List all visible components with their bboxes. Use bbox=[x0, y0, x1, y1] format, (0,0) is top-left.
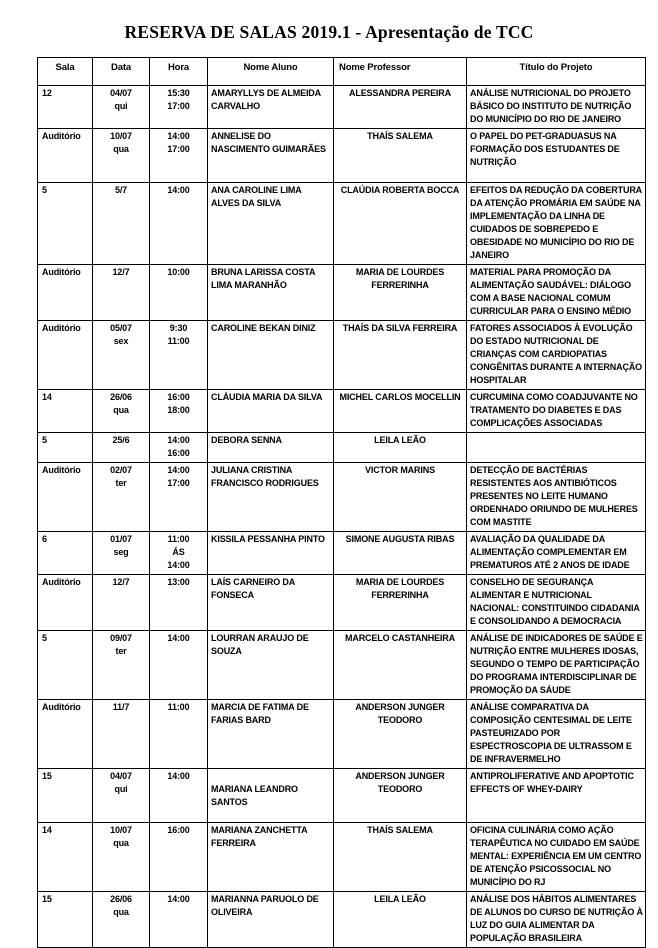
cell-nome-aluno: MARCIA DE FATIMA DE FARIAS BARD bbox=[208, 700, 334, 769]
cell-nome-aluno: ANNELISE DO NASCIMENTO GUIMARÃES bbox=[208, 129, 334, 183]
cell-sala: Auditório bbox=[38, 265, 93, 321]
table-row bbox=[38, 183, 646, 265]
cell-data: 12/7 bbox=[93, 265, 150, 321]
cell-hora: 15:30 17:00 bbox=[150, 86, 208, 129]
cell-data: 10/07 qua bbox=[93, 823, 150, 892]
table-row bbox=[38, 892, 646, 948]
table-row bbox=[38, 631, 646, 700]
table-row bbox=[38, 433, 646, 463]
cell-nome-professor: SIMONE AUGUSTA RIBAS bbox=[334, 532, 467, 575]
table-row bbox=[38, 769, 646, 823]
cell-titulo-projeto: AVALIAÇÃO DA QUALIDADE DA ALIMENTAÇÃO COMPLEMENTAR EM PREMATUROS ATÉ 2 ANOS DE IDADE bbox=[467, 532, 646, 575]
cell-titulo-projeto: DETECÇÃO DE BACTÉRIAS RESISTENTES AOS ANTIBIÓTICOS PRESENTES NO LEITE HUMANO ORDENHADO ORIUNDO DE MULHERES COM MASTITE bbox=[467, 463, 646, 532]
cell-nome-aluno: KISSILA PESSANHA PINTO bbox=[208, 532, 334, 575]
cell-hora: 14:00 bbox=[150, 631, 208, 700]
cell-sala: Auditório bbox=[38, 700, 93, 769]
cell-nome-professor: MARCELO CASTANHEIRA bbox=[334, 631, 467, 700]
cell-titulo-projeto: ANÁLISE NUTRICIONAL DO PROJETO BÁSICO DO INSTITUTO DE NUTRIÇÃO DO MUNICÍPIO DO RIO DE JANEIRO bbox=[467, 86, 646, 129]
cell-titulo-projeto: ANÁLISE COMPARATIVA DA COMPOSIÇÃO CENTESIMAL DE LEITE PASTEURIZADO POR ESPECTROSCOPIA DE ULTRASSOM E DE INFRAVERMELHO bbox=[467, 700, 646, 769]
cell-nome-aluno: MARIANA ZANCHETTA FERREIRA bbox=[208, 823, 334, 892]
cell-sala: 12 bbox=[38, 86, 93, 129]
cell-nome-professor: LEILA LEÃO bbox=[334, 892, 467, 948]
page-title: RESERVA DE SALAS 2019.1 - Apresentação de TCC bbox=[124, 22, 534, 42]
cell-data: 01/07 seg bbox=[93, 532, 150, 575]
table-header bbox=[38, 58, 646, 86]
cell-titulo-projeto: CURCUMINA COMO COADJUVANTE NO TRATAMENTO DO DIABETES E DAS COMPLICAÇÕES ASSOCIADAS bbox=[467, 390, 646, 433]
table-row bbox=[38, 86, 646, 129]
cell-hora: 14:00 17:00 bbox=[150, 129, 208, 183]
cell-nome-professor: THAÍS DA SILVA FERREIRA bbox=[334, 321, 467, 390]
cell-data: 5/7 bbox=[93, 183, 150, 265]
cell-data: 26/06 qua bbox=[93, 390, 150, 433]
cell-hora: 10:00 bbox=[150, 265, 208, 321]
cell-hora: 14:00 bbox=[150, 183, 208, 265]
cell-sala: Auditório bbox=[38, 321, 93, 390]
cell-sala: 5 bbox=[38, 183, 93, 265]
cell-data: 26/06 qua bbox=[93, 892, 150, 948]
cell-hora: 9:30 11:00 bbox=[150, 321, 208, 390]
reservations-body bbox=[38, 86, 646, 948]
cell-titulo-projeto: ANÁLISE DOS HÁBITOS ALIMENTARES DE ALUNOS DO CURSO DE NUTRIÇÃO À LUZ DO GUIA ALIMENTAR DA POPULAÇÃO BRASILEIRA bbox=[467, 892, 646, 948]
header-nome-professor: Nome Professor bbox=[334, 58, 467, 86]
cell-titulo-projeto bbox=[467, 433, 646, 463]
table-row bbox=[38, 390, 646, 433]
cell-nome-aluno: JULIANA CRISTINA FRANCISCO RODRIGUES bbox=[208, 463, 334, 532]
room-reservation-table bbox=[37, 57, 646, 948]
cell-hora: 14:00 bbox=[150, 892, 208, 948]
cell-nome-aluno: DEBORA SENNA bbox=[208, 433, 334, 463]
table-row bbox=[38, 823, 646, 892]
cell-sala: 15 bbox=[38, 769, 93, 823]
cell-hora: 14:00 bbox=[150, 769, 208, 823]
cell-nome-aluno: MARIANA LEANDRO SANTOS bbox=[208, 769, 334, 823]
header-nome-aluno: Nome Aluno bbox=[208, 58, 334, 86]
cell-sala: 14 bbox=[38, 823, 93, 892]
table-row bbox=[38, 321, 646, 390]
cell-sala: 14 bbox=[38, 390, 93, 433]
cell-nome-professor: ANDERSON JUNGER TEODORO bbox=[334, 700, 467, 769]
cell-titulo-projeto: ANÁLISE DE INDICADORES DE SAÚDE E NUTRIÇÃO ENTRE MULHERES IDOSAS, SEGUNDO O TEMPO DE PARTICIPAÇÃO DO PROGRAMA INTERDISCIPLINAR DE PROMOÇÃO DA SÁUDE bbox=[467, 631, 646, 700]
cell-titulo-projeto: FATORES ASSOCIADOS À EVOLUÇÃO DO ESTADO NUTRICIONAL DE CRIANÇAS COM CARDIOPATIAS CONGÊNITAS DURANTE A INTERNAÇÃO HOSPITALAR bbox=[467, 321, 646, 390]
cell-titulo-projeto: CONSELHO DE SEGURANÇA ALIMENTAR E NUTRICIONAL NACIONAL: CONSTITUINDO CIDADANIA E CONSOLIDANDO A DEMOCRACIA bbox=[467, 575, 646, 631]
table-row bbox=[38, 532, 646, 575]
cell-data: 11/7 bbox=[93, 700, 150, 769]
cell-sala: Auditório bbox=[38, 575, 93, 631]
cell-nome-professor: THAÍS SALEMA bbox=[334, 823, 467, 892]
header-sala: Sala bbox=[38, 58, 93, 86]
cell-nome-professor: THAÍS SALEMA bbox=[334, 129, 467, 183]
cell-nome-professor: LEILA LEÃO bbox=[334, 433, 467, 463]
table-row bbox=[38, 575, 646, 631]
cell-nome-professor: MICHEL CARLOS MOCELLIN bbox=[334, 390, 467, 433]
cell-nome-aluno: ANA CAROLINE LIMA ALVES DA SILVA bbox=[208, 183, 334, 265]
cell-titulo-projeto: ANTIPROLIFERATIVE AND APOPTOTIC EFFECTS OF WHEY-DAIRY bbox=[467, 769, 646, 823]
cell-hora: 14:00 17:00 bbox=[150, 463, 208, 532]
cell-nome-professor: ALESSANDRA PEREIRA bbox=[334, 86, 467, 129]
table-row bbox=[38, 265, 646, 321]
cell-titulo-projeto: OFICINA CULINÁRIA COMO AÇÃO TERAPÊUTICA NO CUIDADO EM SAÚDE MENTAL: EXPERIÊNCIA EM UM CENTRO DE ATENÇÃO PSICOSSOCIAL NO MUNICÍPIO DO RJ bbox=[467, 823, 646, 892]
cell-titulo-projeto: O PAPEL DO PET-GRADUASUS NA FORMAÇÃO DOS ESTUDANTES DE NUTRIÇÃO bbox=[467, 129, 646, 183]
cell-data: 25/6 bbox=[93, 433, 150, 463]
cell-data: 05/07 sex bbox=[93, 321, 150, 390]
cell-hora: 14:00 16:00 bbox=[150, 433, 208, 463]
cell-hora: 16:00 bbox=[150, 823, 208, 892]
cell-nome-professor: MARIA DE LOURDES FERRERINHA bbox=[334, 265, 467, 321]
cell-nome-aluno: LOURRAN ARAUJO DE SOUZA bbox=[208, 631, 334, 700]
cell-nome-aluno: AMARYLLYS DE ALMEIDA CARVALHO bbox=[208, 86, 334, 129]
table-row bbox=[38, 463, 646, 532]
cell-hora: 16:00 18:00 bbox=[150, 390, 208, 433]
cell-sala: 5 bbox=[38, 631, 93, 700]
cell-hora: 11:00 ÁS 14:00 bbox=[150, 532, 208, 575]
cell-hora: 11:00 bbox=[150, 700, 208, 769]
table-row bbox=[38, 129, 646, 183]
cell-titulo-projeto: EFEITOS DA REDUÇÃO DA COBERTURA DA ATENÇÃO PROMÁRIA EM SAÚDE NA IMPLEMENTAÇÃO DA LINHA DE CUIDADOS DE SOBREPEDO E OBESIDADE NO MUNICÍPIO DO RIO DE JANEIRO bbox=[467, 183, 646, 265]
cell-nome-professor: ANDERSON JUNGER TEODORO bbox=[334, 769, 467, 823]
cell-data: 12/7 bbox=[93, 575, 150, 631]
cell-titulo-projeto: MATERIAL PARA PROMOÇÃO DA ALIMENTAÇÃO SAUDÁVEL: DIÁLOGO COM A BASE NACIONAL COMUM CURRICULAR PARA O ENSINO MÉDIO bbox=[467, 265, 646, 321]
cell-nome-aluno: CAROLINE BEKAN DINIZ bbox=[208, 321, 334, 390]
cell-nome-aluno: BRUNA LARISSA COSTA LIMA MARANHÃO bbox=[208, 265, 334, 321]
cell-data: 09/07 ter bbox=[93, 631, 150, 700]
cell-nome-professor: VICTOR MARINS bbox=[334, 463, 467, 532]
cell-nome-aluno: CLÁUDIA MARIA DA SILVA bbox=[208, 390, 334, 433]
cell-data: 10/07 qua bbox=[93, 129, 150, 183]
cell-sala: 6 bbox=[38, 532, 93, 575]
cell-nome-professor: CLAÚDIA ROBERTA BOCCA bbox=[334, 183, 467, 265]
cell-nome-aluno: LAÍS CARNEIRO DA FONSECA bbox=[208, 575, 334, 631]
cell-sala: Auditório bbox=[38, 463, 93, 532]
cell-sala: 5 bbox=[38, 433, 93, 463]
table-row bbox=[38, 700, 646, 769]
cell-data: 04/07 qui bbox=[93, 86, 150, 129]
cell-nome-aluno: MARIANNA PARUOLO DE OLIVEIRA bbox=[208, 892, 334, 948]
header-hora: Hora bbox=[150, 58, 208, 86]
header-data: Data bbox=[93, 58, 150, 86]
cell-nome-professor: MARIA DE LOURDES FERRERINHA bbox=[334, 575, 467, 631]
cell-data: 04/07 qui bbox=[93, 769, 150, 823]
cell-hora: 13:00 bbox=[150, 575, 208, 631]
cell-sala: Auditório bbox=[38, 129, 93, 183]
cell-data: 02/07 ter bbox=[93, 463, 150, 532]
header-row bbox=[38, 58, 646, 86]
header-titulo-projeto: Título do Projeto bbox=[467, 58, 646, 86]
cell-sala: 15 bbox=[38, 892, 93, 948]
